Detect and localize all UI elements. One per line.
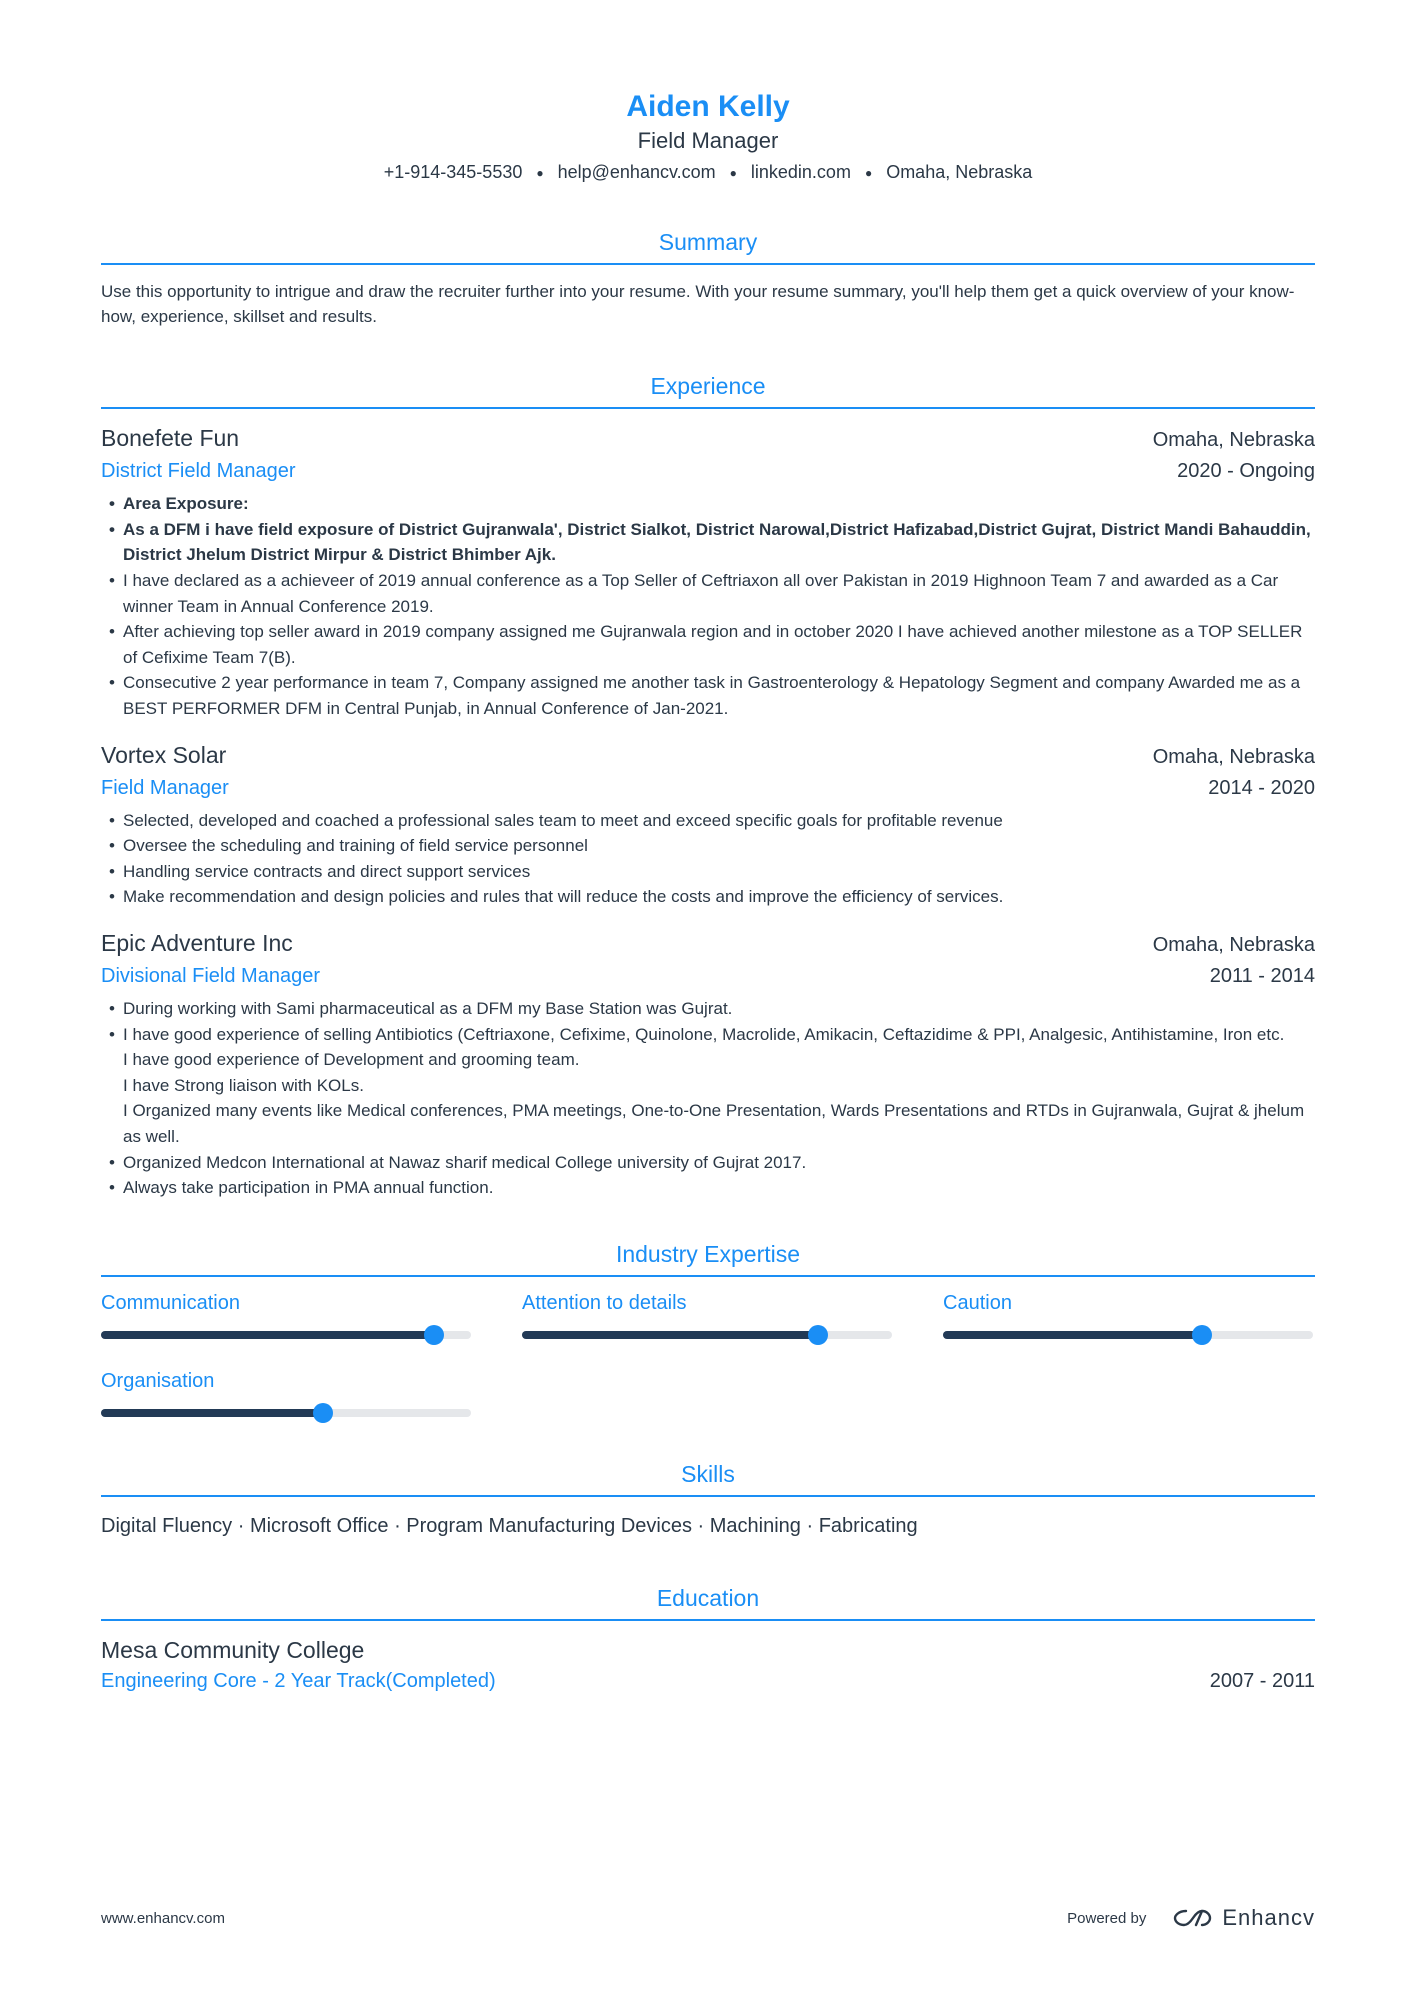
enhancv-logo[interactable] [1172,1905,1315,1931]
job-bullet: • As a DFM i have field exposure of District Gujranwala', District Sialkot, District Narowal,District Hafizabad,District Gujrat, District Mandi Bahauddin, District Jhelum District Mirpur & District Bhimber Ajk. [123,517,1315,568]
resume-header [101,88,1315,187]
education-entry [101,1635,1315,1697]
resume-page [101,88,1315,1697]
job-dates: 2011 - 2014 [1209,964,1315,987]
job-bullet: • Oversee the scheduling and training of field service personnel [123,833,1315,859]
bullet-separator: ● [536,166,544,181]
level-knob [424,1325,444,1345]
bullet-separator: ● [864,166,873,181]
skill-item: Digital Fluency [101,1514,233,1537]
expertise-heading: Industry Expertise [101,1239,1315,1277]
brand-name: Enhancv [1222,1905,1315,1930]
bullet-separator: ● [729,166,737,181]
phone: +1-914-345-5530 [383,162,523,182]
level-fill [101,1409,323,1417]
job-bullet: I have Strong liaison with KOLs. [123,1075,364,1095]
expertise-item [943,1289,1313,1339]
skills-list [101,1511,1315,1541]
skill-item: Fabricating [818,1514,918,1537]
summary-heading: Summary [101,227,1315,265]
skill-item: Microsoft Office [249,1514,389,1537]
education-heading: Education [101,1583,1315,1621]
candidate-title: Field Manager [637,128,779,153]
job-dates: 2020 - Ongoing [1177,460,1315,483]
footer-website[interactable]: www.enhancv.com [101,1909,225,1927]
job-entry [101,423,1315,721]
school-name: Mesa Community College [101,1636,365,1663]
skill-separator: · [388,1514,407,1537]
powered-by-label: Powered by [1067,1909,1147,1927]
email[interactable]: help@enhancv.com [557,162,716,182]
job-location: Omaha, Nebraska [1152,933,1315,956]
job-bullet: I Organized many events like Medical conferences, PMA meetings, One-to-One Presentation, Wards Presentations and RTDs in Gujranwala, Gujrat & jhelum as well. [123,1101,1305,1146]
job-position: Field Manager [101,776,229,799]
job-entry [101,928,1315,1201]
job-bullet: • Organized Medcon International at Nawaz sharif medical College university of Gujrat 2017. [123,1150,1315,1176]
candidate-name: Aiden Kelly [626,90,790,123]
job-bullet: I have good experience of Development and grooming team. [123,1050,580,1070]
experience-heading: Experience [101,371,1315,409]
expertise-item [101,1367,471,1417]
expertise-grid [101,1289,1315,1417]
job-location: Omaha, Nebraska [1152,745,1315,768]
enhancv-logo-icon [1172,1907,1214,1929]
job-position: Divisional Field Manager [101,964,320,987]
expertise-level-bar [101,1409,471,1417]
job-bullet: • During working with Sami pharmaceutical as a DFM my Base Station was Gujrat. [123,996,1315,1022]
job-bullet: • Make recommendation and design policies and rules that will reduce the costs and improve the efficiency of services. [123,884,1315,910]
company-name: Vortex Solar [101,741,227,768]
job-position: District Field Manager [101,460,296,483]
job-bullet: • Selected, developed and coached a professional sales team to meet and exceed specific goals for profitable revenue [123,808,1315,834]
expertise-label: Organisation [101,1369,215,1392]
job-bullets [101,996,1315,1201]
level-fill [101,1331,434,1339]
footer-branding [1067,1905,1315,1931]
expertise-level-bar [943,1331,1313,1339]
expertise-label: Caution [943,1291,1012,1314]
job-bullet: • Area Exposure: [123,491,1315,517]
skill-item: Machining [709,1514,801,1537]
company-name: Epic Adventure Inc [101,929,293,956]
summary-text: Use this opportunity to intrigue and draw the recruiter further into your resume. With your resume summary, you'll help them get a quick overview of your know-how, experience, skillset and results. [101,282,1295,327]
experience-list [101,423,1315,1200]
job-dates: 2014 - 2020 [1208,776,1315,799]
expertise-label: Attention to details [522,1291,687,1314]
job-bullet: • Handling service contracts and direct support services [123,859,1315,885]
job-bullet: • Consecutive 2 year performance in team 7, Company assigned me another task in Gastroenterology & Hepatology Segment and company Awarded me as a BEST PERFORMER DFM in Central Punjab, in Annual Conference of Jan-2021. [123,670,1315,721]
job-bullets [101,491,1315,721]
job-bullet: • Always take participation in PMA annual function. [123,1175,1315,1201]
skill-separator: · [800,1514,819,1537]
expertise-item [522,1289,892,1339]
footer [101,1905,1315,1931]
skills-heading: Skills [101,1459,1315,1497]
skill-separator: · [232,1514,250,1537]
expertise-item [101,1289,471,1339]
location: Omaha, Nebraska [886,162,1033,182]
job-bullet: • After achieving top seller award in 2019 company assigned me Gujranwala region and in october 2020 I have achieved another milestone as a TOP SELLER of Cefixime Team 7(B). [123,619,1315,670]
expertise-level-bar [522,1331,892,1339]
skill-item: Program Manufacturing Devices [406,1514,692,1537]
level-fill [522,1331,818,1339]
skill-separator: · [691,1514,710,1537]
education-program: Engineering Core - 2 Year Track(Completed) [101,1669,496,1692]
linkedin[interactable]: linkedin.com [750,162,851,182]
job-entry [101,740,1315,910]
job-location: Omaha, Nebraska [1152,429,1315,452]
level-knob [313,1403,333,1423]
level-knob [808,1325,828,1345]
education-dates: 2007 - 2011 [1209,1669,1315,1692]
level-fill [943,1331,1202,1339]
job-bullet: • I have declared as a achieveer of 2019 annual conference as a Top Seller of Ceftriaxon all over Pakistan in 2019 Highnoon Team 7 and awarded as a Car winner Team in Annual Conference 2019. [123,568,1315,619]
job-bullet: • I have good experience of selling Antibiotics (Ceftriaxone, Cefixime, Quinolone, Macrolide, Amikacin, Ceftazidime & PPI, Analgesic, Antihistamine, Iron etc. [123,1022,1315,1048]
company-name: Bonefete Fun [101,425,240,452]
expertise-label: Communication [101,1291,240,1314]
job-bullets [101,808,1315,910]
contact-line [101,158,1315,187]
level-knob [1192,1325,1212,1345]
expertise-level-bar [101,1331,471,1339]
